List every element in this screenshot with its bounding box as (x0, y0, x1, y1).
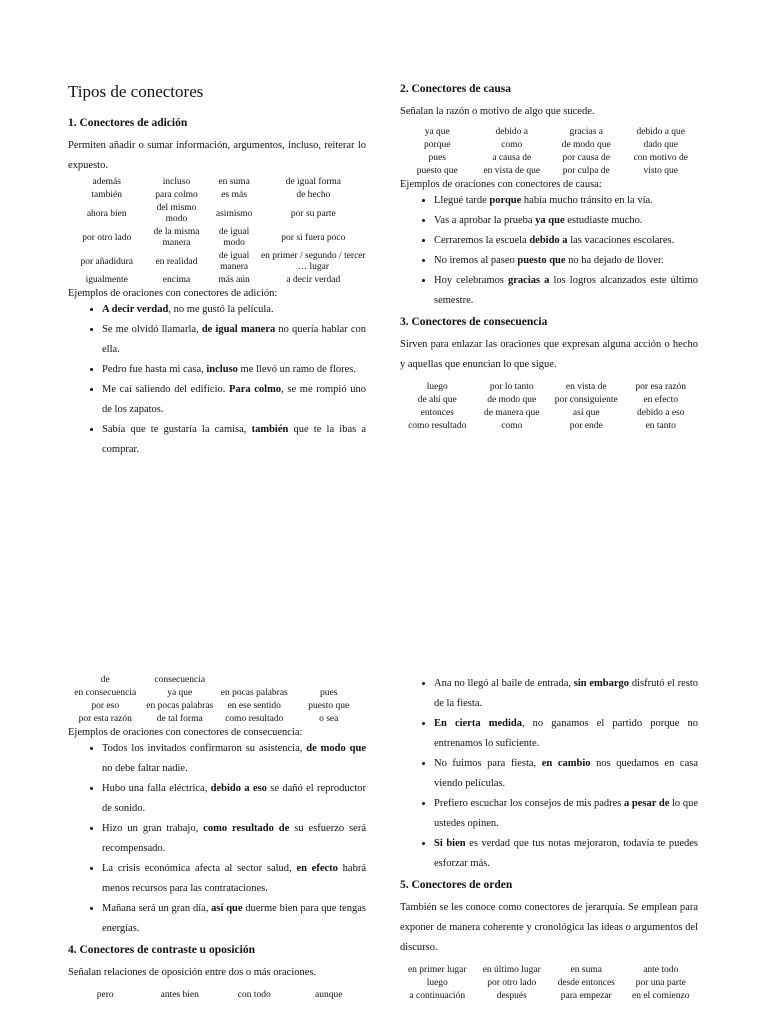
connector-cell: en el comienzo (631, 991, 690, 1001)
example-text: se dañó el reproductor de sonido. (102, 783, 366, 814)
example-connector: como resultado de (203, 823, 290, 834)
causa-connectors-table (400, 126, 698, 178)
example-text: no debe faltar nadie. (102, 763, 188, 774)
connector-cell: gracias a (569, 127, 603, 137)
example-connector: A decir verdad (102, 304, 169, 315)
example-sentence (434, 674, 698, 714)
example-sentence (434, 211, 698, 231)
adicion-connectors-table (68, 176, 366, 287)
page-title: Tipos de conectores (68, 82, 204, 101)
example-sentence (434, 834, 698, 874)
connector-cell: con motivo de (633, 153, 688, 163)
connector-cell: por añadidura (80, 256, 133, 267)
example-text: habrá menos recursos para las contrataciones. (102, 863, 366, 894)
connector-row (400, 165, 698, 178)
example-sentence (434, 271, 698, 311)
example-text: Mañana será un gran día, (102, 903, 212, 914)
connector-cell: entonces (420, 408, 454, 418)
connector-cell (292, 674, 367, 687)
connector-cell: consecuencia (154, 675, 206, 685)
orden-connectors-table (400, 964, 698, 1003)
example-sentence (434, 714, 698, 754)
causa-examples-list (400, 191, 698, 311)
connector-cell: puesto que (416, 166, 458, 176)
adicion-examples-list (68, 300, 366, 460)
example-text: me llevó un ramo de flores. (237, 364, 356, 375)
connector-cell: a continuación (409, 991, 466, 1001)
connector-cell: desde entonces (557, 978, 615, 988)
connector-cell: por eso (91, 701, 120, 711)
connector-row (400, 420, 698, 433)
consecuencia-intro: Sirven para enlazar las oraciones que expresan alguna acción o hecho y aquellas que enuncian lo que sigue. (400, 339, 698, 370)
connector-cell: en vista de (565, 382, 607, 392)
connector-cell: aunque (315, 990, 343, 1000)
example-text: los logros alcanzados este último semestre. (434, 275, 698, 306)
example-text: Hizo un gran trabajo, (102, 823, 204, 834)
connector-row (400, 139, 698, 152)
connector-cell: con todo (237, 990, 271, 1000)
connector-cell: en pocas palabras (220, 688, 288, 698)
connector-cell: puesto que (308, 701, 350, 711)
example-connector: gracias a (508, 275, 550, 286)
connector-cell: además (92, 177, 121, 187)
example-text: Hubo una falla eléctrica, (102, 783, 211, 794)
connector-cell: de la misma manera (153, 227, 200, 248)
connector-cell: debido a (495, 127, 528, 137)
example-text: Ana no llegó al baile de entrada, (434, 678, 574, 689)
connector-cell: ya que (424, 127, 450, 137)
document-page-2 (0, 514, 768, 1024)
connector-cell: por causa de (562, 153, 610, 163)
connector-cell: de igual manera (218, 251, 250, 272)
connector-row (68, 274, 366, 287)
connector-cell: ante todo (643, 965, 679, 975)
example-sentence (102, 360, 366, 380)
connector-cell: luego (426, 382, 448, 392)
example-connector: debido a (529, 235, 568, 246)
example-text: nos quedamos en casa viendo películas. (434, 758, 698, 789)
connector-cell: en ese sentido (227, 701, 281, 711)
example-sentence (434, 754, 698, 794)
example-sentence (102, 380, 366, 420)
connector-row (68, 176, 366, 189)
connector-cell: luego (426, 978, 448, 988)
example-text: Todos los invitados confirmaron su asistencia, (102, 743, 307, 754)
connector-cell: de modo que (561, 140, 611, 150)
connector-cell: en suma (218, 177, 250, 187)
connector-cell: para empezar (560, 991, 612, 1001)
connector-cell: por esa razón (635, 382, 687, 392)
connector-row (400, 381, 698, 394)
connector-cell: del mismo modo (156, 203, 197, 224)
connector-cell: así que (572, 408, 600, 418)
connector-cell: pero (96, 990, 114, 1000)
connector-row (400, 394, 698, 407)
right-column (400, 80, 698, 433)
connector-cell: por otro lado (82, 232, 132, 243)
connector-row (68, 250, 366, 274)
connector-cell: pues (428, 153, 446, 163)
example-sentence (102, 779, 366, 819)
example-text: había mucho tránsito en la vía. (521, 195, 653, 206)
connector-cell: en consecuencia (74, 688, 137, 698)
connector-cell: en primer lugar (407, 965, 467, 975)
example-connector: sin embargo (573, 678, 630, 689)
connector-cell: ya que (167, 688, 193, 698)
connector-cell: debido a que (636, 127, 686, 137)
consecuencia-continued-table (68, 674, 366, 726)
example-sentence (102, 320, 366, 360)
example-text: Llegué tarde (434, 195, 490, 206)
connector-cell: pues (320, 688, 338, 698)
connector-row (68, 989, 366, 1002)
connector-row (400, 152, 698, 165)
section-heading-adicion: 1. Conectores de adición (68, 117, 188, 129)
connector-cell: de manera que (484, 408, 540, 418)
example-text: no quería hablar con ella. (102, 324, 366, 355)
connector-cell: ahora bien (86, 208, 127, 219)
example-sentence (102, 819, 366, 859)
example-connector: Para colmo (229, 384, 282, 395)
connector-row (400, 990, 698, 1003)
connector-cell: de modo que (487, 395, 537, 405)
connector-cell: por ende (569, 421, 603, 431)
example-text: que te la ibas a comprar. (102, 424, 367, 455)
connector-row (68, 674, 366, 687)
example-text: Cerraremos la escuela (434, 235, 530, 246)
connector-cell (217, 674, 292, 687)
example-sentence (102, 420, 366, 460)
connector-cell: por su parte (290, 208, 336, 219)
example-text: , se me rompió uno de los zapatos. (102, 384, 366, 415)
connector-cell: de (100, 675, 110, 685)
example-text: las vacaciones escolares. (567, 235, 675, 246)
connector-cell: en efecto (643, 395, 679, 405)
example-text: , no me gustó la película. (168, 304, 274, 315)
connector-cell: como resultado (225, 714, 284, 724)
connector-row (400, 407, 698, 420)
connector-row (400, 126, 698, 139)
right-column-page-2 (400, 674, 698, 1003)
connector-cell: de ahí que (417, 395, 457, 405)
example-connector: de modo que (306, 743, 366, 754)
connector-cell: igualmente (85, 275, 128, 285)
consecuencia-connectors-table (400, 381, 698, 433)
connector-cell: por si fuera poco (281, 232, 346, 243)
example-connector: debido a eso (210, 783, 267, 794)
connector-cell: en pocas palabras (146, 701, 214, 711)
connector-row (68, 687, 366, 700)
example-text: Sabía que te gustaría la camisa, (102, 424, 252, 435)
connector-row (68, 202, 366, 226)
connector-cell: o sea (319, 714, 339, 724)
example-connector: de igual manera (201, 324, 276, 335)
example-text: Se me olvidó llamarla, (102, 324, 202, 335)
connector-cell: asimismo (215, 208, 253, 219)
connector-cell: a decir verdad (286, 275, 341, 285)
connector-row (68, 226, 366, 250)
connector-row (68, 713, 366, 726)
example-text: lo que ustedes opinen. (434, 798, 698, 829)
example-connector: porque (489, 195, 522, 206)
example-connector: ya que (535, 215, 565, 226)
example-connector: Si bien (434, 838, 466, 849)
orden-intro: También se les conoce como conectores de jerarquía. Se emplean para exponer de manera coherente y cronológica las ideas o argumentos del discurso. (400, 902, 698, 953)
left-column (68, 80, 366, 460)
adicion-examples-label: Ejemplos de oraciones con conectores de adición: (68, 288, 278, 299)
example-sentence (434, 794, 698, 834)
connector-cell: para colmo (155, 190, 198, 200)
example-sentence (434, 191, 698, 211)
connector-cell: en realidad (155, 256, 198, 267)
connector-cell: más aún (218, 275, 250, 285)
example-connector: a pesar de (624, 798, 670, 809)
left-column-page-2 (68, 674, 366, 1002)
connector-cell: de igual forma (285, 177, 342, 187)
connector-cell: visto que (643, 166, 679, 176)
connector-cell: también (91, 190, 123, 200)
example-connector: en efecto (296, 863, 338, 874)
connector-cell: en primer / segundo / tercer … lugar (260, 251, 366, 272)
connector-cell: debido a eso (637, 408, 685, 418)
connector-cell: dado que (643, 140, 679, 150)
connector-cell: a causa de (492, 153, 532, 163)
example-text: Hoy celebramos (434, 275, 509, 286)
example-sentence (102, 859, 366, 899)
example-text: su esfuerzo será recompensado. (102, 823, 366, 854)
connector-cell: por otro lado (487, 978, 537, 988)
consecuencia-examples-list (68, 739, 366, 939)
example-text: Me caí saliendo del edificio. (102, 384, 230, 395)
connector-cell: como resultado (408, 421, 467, 431)
example-connector: En cierta medida (434, 718, 522, 729)
connector-cell: encima (162, 275, 191, 285)
example-text: no ha dejado de llover. (565, 255, 664, 266)
connector-cell: en último lugar (482, 965, 541, 975)
connector-cell: incluso (162, 177, 191, 187)
connector-cell: después (496, 991, 527, 1001)
connector-cell: por esta razón (78, 714, 132, 724)
section-heading-causa: 2. Conectores de causa (400, 83, 511, 95)
connector-cell: como (501, 421, 523, 431)
example-text: Prefiero escuchar los consejos de mis padres (434, 798, 624, 809)
example-sentence (102, 300, 366, 320)
example-sentence (434, 251, 698, 271)
connector-row (68, 189, 366, 202)
example-sentence (434, 231, 698, 251)
causa-examples-label: Ejemplos de oraciones con conectores de causa: (400, 179, 602, 190)
consecuencia-examples-label: Ejemplos de oraciones con conectores de consecuencia: (68, 727, 303, 738)
example-text: Vas a aprobar la prueba (434, 215, 536, 226)
connector-cell: por una parte (635, 978, 686, 988)
example-connector: incluso (206, 364, 238, 375)
causa-intro: Señalan la razón o motivo de algo que sucede. (400, 106, 595, 117)
connector-cell: en vista de que (483, 166, 541, 176)
connector-cell: por culpa de (562, 166, 610, 176)
connector-cell: de hecho (296, 190, 331, 200)
example-connector: así que (211, 903, 243, 914)
example-connector: también (251, 424, 289, 435)
connector-cell: antes bien (160, 990, 199, 1000)
section-heading-contraste: 4. Conectores de contraste u oposición (68, 944, 255, 956)
connector-row (400, 964, 698, 977)
contraste-connectors-table (68, 989, 366, 1002)
adicion-intro: Permiten añadir o sumar información, argumentos, incluso, reiterar lo expuesto. (68, 140, 366, 171)
example-connector: en cambio (541, 758, 591, 769)
connector-cell: como (501, 140, 523, 150)
connector-cell: en suma (570, 965, 602, 975)
connector-cell: por lo tanto (489, 382, 534, 392)
example-text: disfrutó el resto de la fiesta. (434, 678, 699, 709)
connector-row (400, 977, 698, 990)
example-text: , no ganamos el partido porque no entrenamos lo suficiente. (434, 718, 698, 749)
connector-cell: en tanto (645, 421, 676, 431)
example-text: No iremos al paseo (434, 255, 518, 266)
example-connector: puesto que (517, 255, 566, 266)
section-heading-orden: 5. Conectores de orden (400, 879, 513, 891)
connector-row (68, 700, 366, 713)
example-text: duerme bien para que tengas energías. (102, 903, 366, 934)
contraste-examples-list (400, 674, 698, 874)
connector-cell: por consiguiente (554, 395, 618, 405)
document-page-1 (0, 0, 768, 510)
example-text: La crisis económica afecta al sector salud, (102, 863, 297, 874)
connector-cell: de tal forma (156, 714, 203, 724)
example-text: No fuimos para fiesta, (434, 758, 542, 769)
connector-cell: de igual modo (218, 227, 250, 248)
section-heading-consecuencia: 3. Conectores de consecuencia (400, 316, 548, 328)
connector-cell: es más (221, 190, 247, 200)
example-text: estudiaste mucho. (564, 215, 643, 226)
example-sentence (102, 899, 366, 939)
example-sentence (102, 739, 366, 779)
example-text: Pedro fue hasta mi casa, (102, 364, 207, 375)
connector-cell: porque (424, 140, 451, 150)
example-text: es verdad que tus notas mejoraron, todavía te puedes esforzar más. (434, 838, 699, 869)
contraste-intro: Señalan relaciones de oposición entre dos o más oraciones. (68, 967, 317, 978)
